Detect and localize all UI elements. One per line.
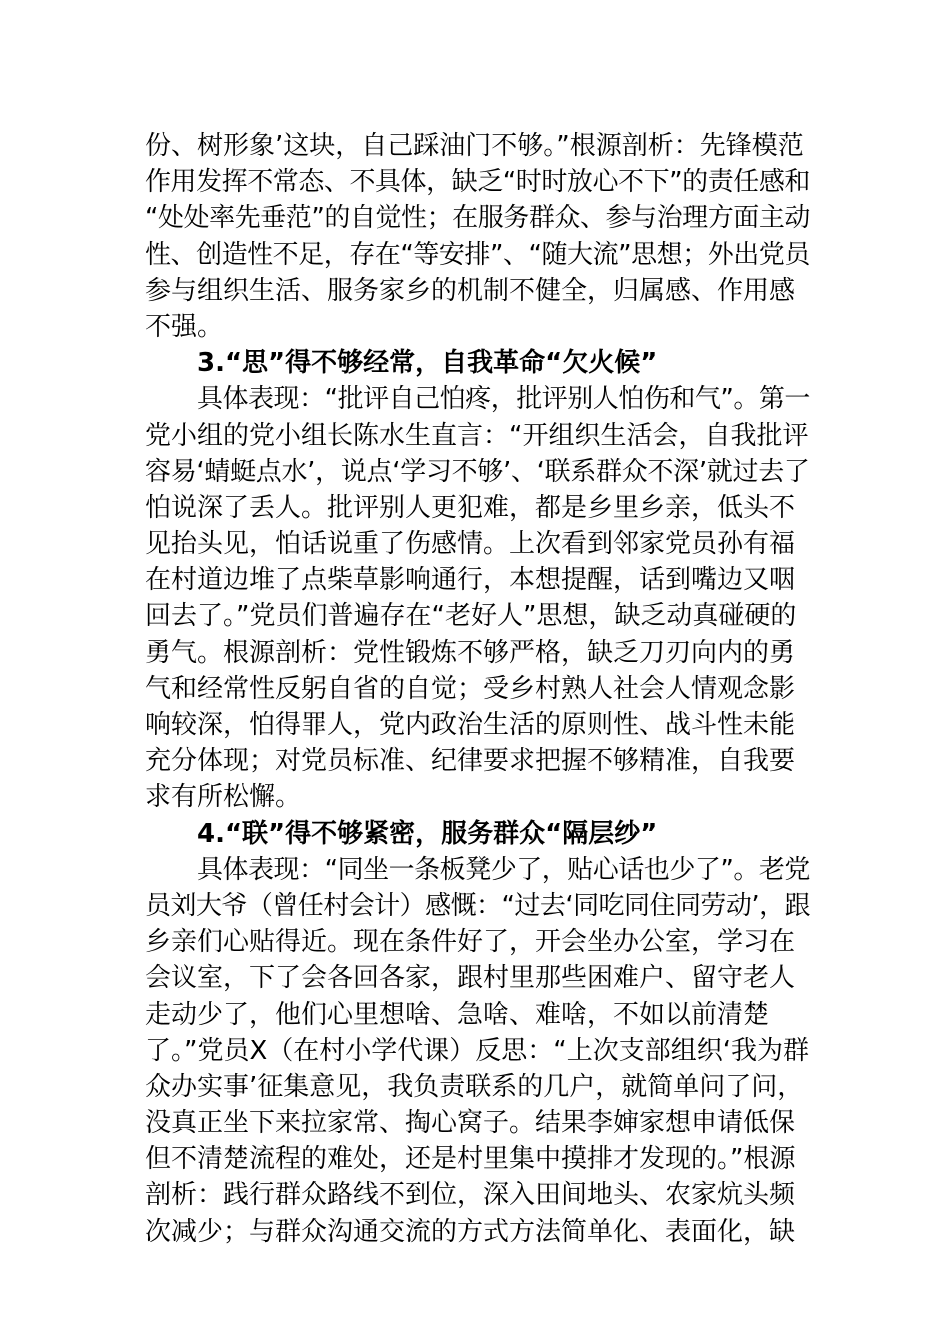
section-heading: 3.“思”得不够经常，自我革命“欠火候” [197,348,658,379]
text-line: 走动少了，他们心里想啥、急啥、难啥，不如以前清楚 [145,999,770,1030]
text-line: 见抬头见，怕话说重了伤感情。上次看到邻家党员孙有福 [145,529,796,560]
text-line: 次减少；与群众沟通交流的方式方法简单化、表面化，缺 [145,1216,796,1247]
text-line: 求有所松懈。 [145,782,302,813]
paragraph-start-line: 具体表现：“同坐一条板凳少了，贴心话也少了”。老党 [197,854,810,885]
text-line: 性、创造性不足，存在“等安排”、“随大流”思想；外出党员 [145,239,810,270]
text-line: “处处率先垂范”的自觉性；在服务群众、参与治理方面主动 [145,203,810,234]
text-line: 剖析：践行群众路线不到位，深入田间地头、农家炕头频 [145,1180,796,1211]
text-line: 乡亲们心贴得近。现在条件好了，开会坐办公室，学习在 [145,927,796,958]
paragraph-start-line: 具体表现：“批评自己怕疼，批评别人怕伤和气”。第一 [197,384,810,415]
text-line: 不强。 [145,311,224,342]
text-line: 会议室，下了会各回各家，跟村里那些困难户、留守老人 [145,963,796,994]
text-line: 员刘大爷（曾任村会计）感慨：“过去‘同吃同住同劳动’，跟 [145,890,810,921]
text-line: 份、树形象’这块，自己踩油门不够。”根源剖析：先锋模范 [145,131,804,161]
text-line: 回去了。”党员们普遍存在“老好人”思想，缺乏动真碰硬的 [145,601,797,632]
text-line: 勇气。根源剖析：党性锻炼不够严格，缺乏刀刃向内的勇 [145,637,796,668]
text-line: 充分体现；对党员标准、纪律要求把握不够精准，自我要 [145,746,796,777]
document-body [145,128,810,1250]
text-line: 气和经常性反躬自省的自觉；受乡村熟人社会人情观念影 [145,673,796,704]
text-line: 但不清楚流程的难处，还是村里集中摸排才发现的。”根源 [145,1144,796,1175]
text-line: 了。”党员X（在村小学代课）反思：“上次支部组织‘我为群 [145,1035,810,1066]
text-line: 容易‘蜻蜓点水’，说点‘学习不够’、‘联系群众不深’就过去了 [145,456,810,487]
text-line: 在村道边堆了点柴草影响通行，本想提醒，话到嘴边又咽 [145,565,796,596]
text-line: 怕说深了丢人。批评别人更犯难，都是乡里乡亲，低头不 [145,492,796,523]
text-line: 党小组的党小组长陈水生直言：“开组织生活会，自我批评 [145,420,809,451]
text-line: 响较深，怕得罪人，党内政治生活的原则性、战斗性未能 [145,710,796,740]
text-line: 参与组织生活、服务家乡的机制不健全，归属感、作用感 [145,275,796,306]
text-line: 众办实事’征集意见，我负责联系的几户，就简单问了问， [145,1071,804,1102]
section-heading: 4.“联”得不够紧密，服务群众“隔层纱” [197,818,658,849]
text-line: 作用发挥不常态、不具体，缺乏“时时放心不下”的责任感和 [145,167,810,198]
text-line: 没真正坐下来拉家常、掏心窝子。结果李婶家想申请低保 [145,1108,796,1139]
